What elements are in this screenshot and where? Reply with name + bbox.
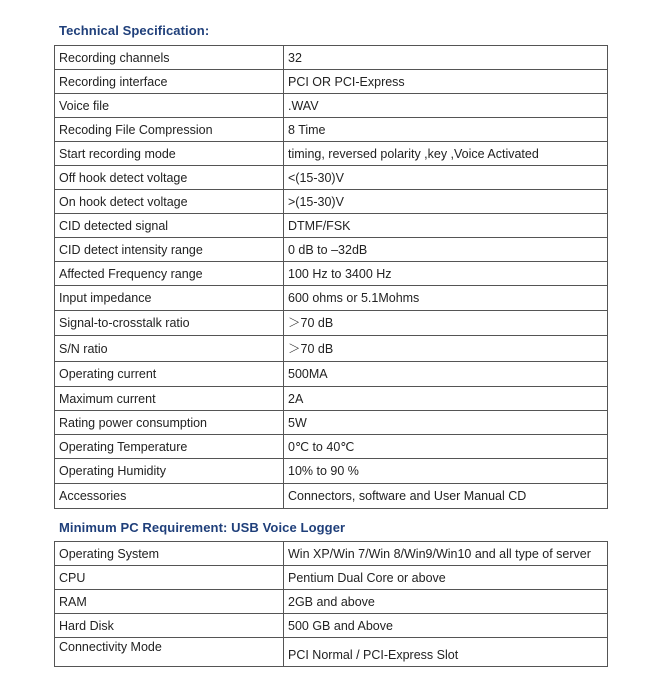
- technical-specification-table: [54, 45, 608, 509]
- spec-value: .WAV: [284, 94, 608, 118]
- spec-label: On hook detect voltage: [55, 190, 284, 214]
- requirement-value: 2GB and above: [284, 590, 608, 614]
- spec-label: Signal-to-crosstalk ratio: [55, 311, 284, 336]
- spec-value: 0 dB to –32dB: [284, 238, 608, 262]
- requirement-value: 500 GB and Above: [284, 614, 608, 638]
- spec-label: CID detect intensity range: [55, 238, 284, 262]
- spec-value: >(15-30)V: [284, 190, 608, 214]
- spec-value: 8 Time: [284, 118, 608, 142]
- spec-label: Off hook detect voltage: [55, 166, 284, 190]
- table-row: [55, 311, 608, 336]
- spec-value: <(15-30)V: [284, 166, 608, 190]
- spec-value: 600 ohms or 5.1Mohms: [284, 286, 608, 311]
- requirement-label: CPU: [55, 566, 284, 590]
- table-row: [55, 46, 608, 70]
- spec-label: Rating power consumption: [55, 411, 284, 435]
- table-row: [55, 638, 608, 667]
- spec-label: Operating Temperature: [55, 435, 284, 459]
- spec-label: Affected Frequency range: [55, 262, 284, 286]
- spec-value: DTMF/FSK: [284, 214, 608, 238]
- spec-value: 100 Hz to 3400 Hz: [284, 262, 608, 286]
- requirement-value: Win XP/Win 7/Win 8/Win9/Win10 and all type of server: [284, 542, 608, 566]
- spec-label: Recording channels: [55, 46, 284, 70]
- spec-value: 32: [284, 46, 608, 70]
- spec-label: Maximum current: [55, 387, 284, 411]
- requirement-value: PCI Normal / PCI-Express Slot: [284, 638, 608, 667]
- requirement-label: RAM: [55, 590, 284, 614]
- spec-label: S/N ratio: [55, 336, 284, 362]
- spec-value: 10% to 90 %: [284, 459, 608, 484]
- table-row: [55, 166, 608, 190]
- table-row: [55, 614, 608, 638]
- table-row: [55, 387, 608, 411]
- spec-label: Recording interface: [55, 70, 284, 94]
- spec-value: ＞70 dB: [284, 311, 608, 336]
- spec-value: 0℃ to 40℃: [284, 435, 608, 459]
- spec-label: Accessories: [55, 484, 284, 509]
- table-row: [55, 336, 608, 362]
- table-row: [55, 262, 608, 286]
- table-row: [55, 566, 608, 590]
- pc-requirement-table: [54, 541, 608, 667]
- section-title-technical-specification: Technical Specification:: [59, 23, 210, 38]
- spec-value: 5W: [284, 411, 608, 435]
- table-row: [55, 435, 608, 459]
- table-row: [55, 94, 608, 118]
- table-row: [55, 286, 608, 311]
- requirement-value: Pentium Dual Core or above: [284, 566, 608, 590]
- table-row: [55, 459, 608, 484]
- spec-label: Voice file: [55, 94, 284, 118]
- spec-value: PCI OR PCI-Express: [284, 70, 608, 94]
- spec-value: Connectors, software and User Manual CD: [284, 484, 608, 509]
- spec-value: ＞70 dB: [284, 336, 608, 362]
- spec-value: timing, reversed polarity ,key ,Voice Activated: [284, 142, 608, 166]
- spec-label: Input impedance: [55, 286, 284, 311]
- spec-value: 2A: [284, 387, 608, 411]
- table-row: [55, 118, 608, 142]
- requirement-label: Operating System: [55, 542, 284, 566]
- table-row: [55, 362, 608, 387]
- table-row: [55, 142, 608, 166]
- requirement-label: Hard Disk: [55, 614, 284, 638]
- table-row: [55, 214, 608, 238]
- table-row: [55, 590, 608, 614]
- spec-label: CID detected signal: [55, 214, 284, 238]
- requirement-label: Connectivity Mode: [55, 638, 284, 667]
- table-row: [55, 70, 608, 94]
- spec-label: Operating current: [55, 362, 284, 387]
- spec-label: Recoding File Compression: [55, 118, 284, 142]
- table-row: [55, 411, 608, 435]
- spec-value: 500MA: [284, 362, 608, 387]
- table-row: [55, 484, 608, 509]
- table-row: [55, 238, 608, 262]
- table-row: [55, 190, 608, 214]
- table-row: [55, 542, 608, 566]
- spec-label: Operating Humidity: [55, 459, 284, 484]
- section-title-minimum-pc-requirement: Minimum PC Requirement: USB Voice Logger: [59, 520, 346, 535]
- spec-label: Start recording mode: [55, 142, 284, 166]
